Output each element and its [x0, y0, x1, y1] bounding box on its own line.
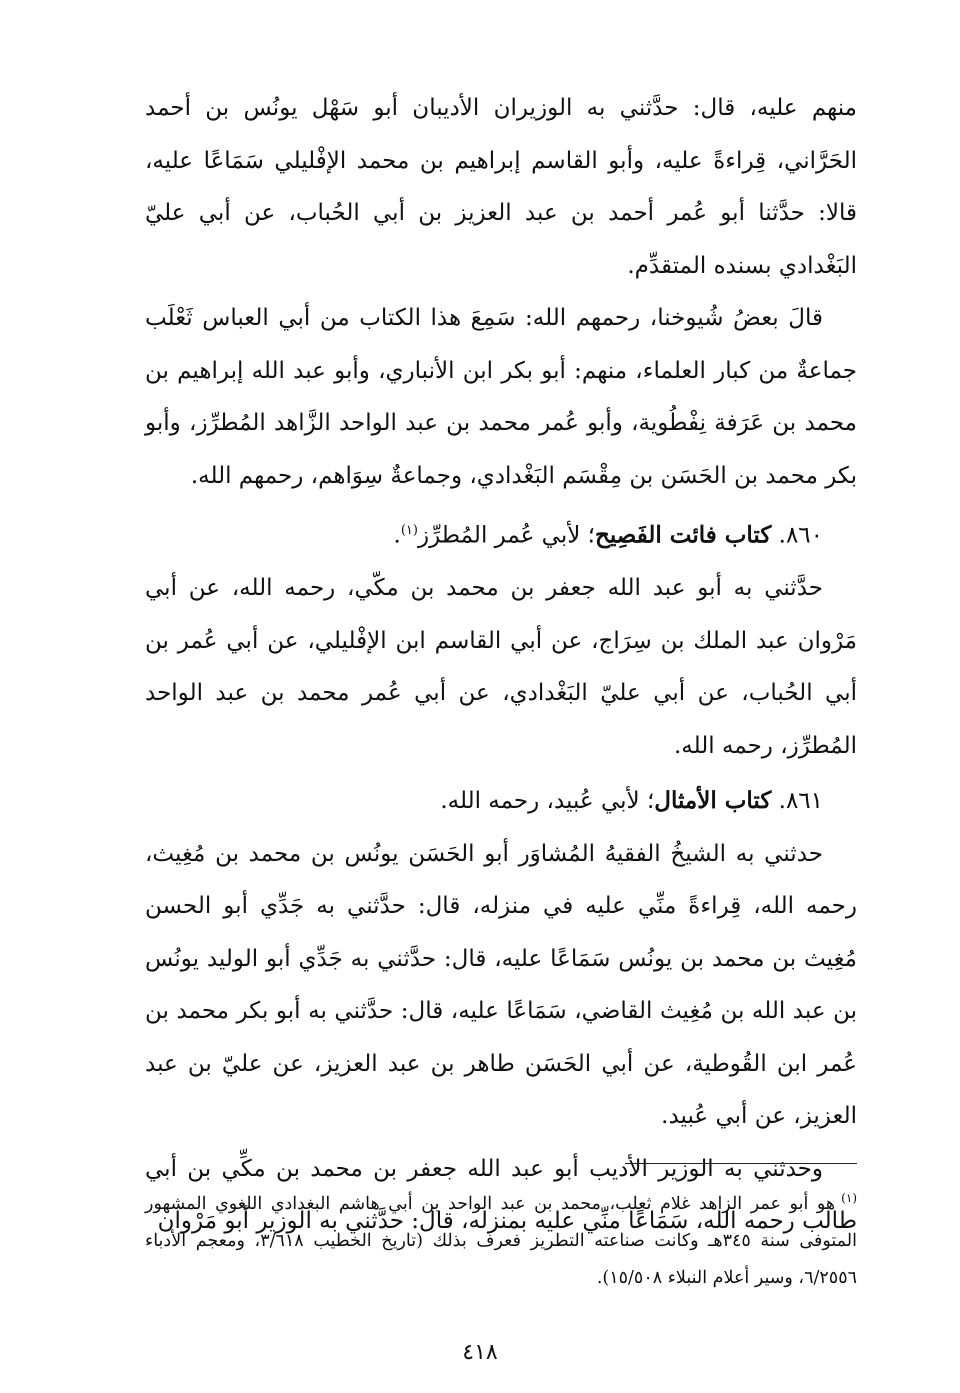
footnote-separator: [625, 1163, 857, 1164]
entry-860-author: ؛ لأبي عُمر المُطرِّز: [417, 522, 595, 549]
entry-860-title: كتاب فائت الفَصِيح: [594, 521, 772, 549]
entry-861-author: ؛ لأبي عُبيد، رحمه الله.: [440, 788, 655, 815]
entry-861-number: ٨٦١.: [778, 788, 823, 815]
paragraph-students-list: قالَ بعضُ شُيوخنا، رحمهم الله: سَمِعَ هذا الكتاب من أبي العباس ثَعْلَب جماعةٌ من كبار العلماء، منهم: أبو بكر ابن الأنباري، وأبو عبد الله إبراهيم بن محمد بن عَرَفة نِفْطُوية، وأبو عُمر محمد بن عبد الواحد الزَّاهد المُطرِّز، وأبو بكر محمد بن الحَسَن بن مِقْسَم البَغْدادي، وجماعةٌ سِوَاهم، رحمهم الله.: [145, 305, 857, 489]
paragraph-861-chain-1: حدثني به الشيخُ الفقيهُ المُشاوَر أبو الحَسَن يونُس بن محمد بن مُغِيث، رحمه الله، قِراءةً منِّي عليه في منزله، قال: حدَّثني به جَدِّي أبو الحسن مُغِيث بن محمد بن يونُس سَمَاعًا عليه، قال: حدَّثني به جَدِّي أبو الوليد يونُس بن عبد الله بن مُغِيث القاضي، سَمَاعًا عليه، قال: حدَّثني به أبو بكر محمد بن عُمر ابن القُوطية، عن أبي الحَسَن طاهر بن عبد العزيز، عن عليّ بن عبد العزيز، عن أبي عُبيد.: [145, 840, 857, 1130]
footnote-ref-1: (١): [400, 523, 418, 538]
paragraph-860-chain: حدَّثني به أبو عبد الله جعفر بن محمد بن مكّي، رحمه الله، عن أبي مَرْوان عبد الملك بن سِرَاج، عن أبي القاسم ابن الإفْليلي، عن أبي عُمر بن أبي الحُباب، عن أبي عليّ البَغْدادي، عن أبي عُمر محمد بن عبد الواحد المُطرِّز، رحمه الله.: [145, 575, 857, 759]
entry-861-title: كتاب الأمثال: [654, 787, 772, 815]
main-text-block: [145, 82, 857, 1248]
footnote-text: هو أبو عمر الزاهد غلام ثعلب، محمد بن عبد الواحد بن أبي هاشم البغدادي اللغوي المشهور المتوفى سنة ٣٤٥هـ وكانت صناعته التطريز فعرف بذلك (تاريخ الخطيب ٣/٦١٨، ومعجم الأدباء ٦/٢٥٥٦، وسير أعلام النبلاء ١٥/٥٠٨).: [145, 1193, 857, 1288]
entry-860-end: .: [393, 522, 401, 549]
page-number: ٤١٨: [462, 1340, 498, 1365]
footnote: [145, 1180, 857, 1297]
entry-860-heading: [145, 505, 857, 562]
entry-860-number: ٨٦٠.: [778, 522, 823, 549]
entry-861-heading: [145, 775, 857, 828]
paragraph-continuation: منهم عليه، قال: حدَّثني به الوزيران الأديبان أبو سَهْل يونُس بن أحمد الحَرَّاني، قِراءةً عليه، وأبو القاسم إبراهيم بن محمد الإفْليلي سَمَاعًا عليه، قالا: حدَّثنا أبو عُمر أحمد بن عبد العزيز بن أبي الحُباب، عن أبي عليّ البَغْدادي بسنده المتقدِّم.: [145, 95, 857, 279]
paragraph-861-chain-2: وحدثني به الوزير الأديب أبو عبد الله جعفر بن محمد بن مكِّي بن أبي طالب رحمه الله، سَمَاعًا منِّي عليه بمنزله، قال: حدَّثني به الوزير أبو مَرْوان: [145, 1155, 857, 1235]
footnote-mark: (١): [841, 1191, 857, 1205]
